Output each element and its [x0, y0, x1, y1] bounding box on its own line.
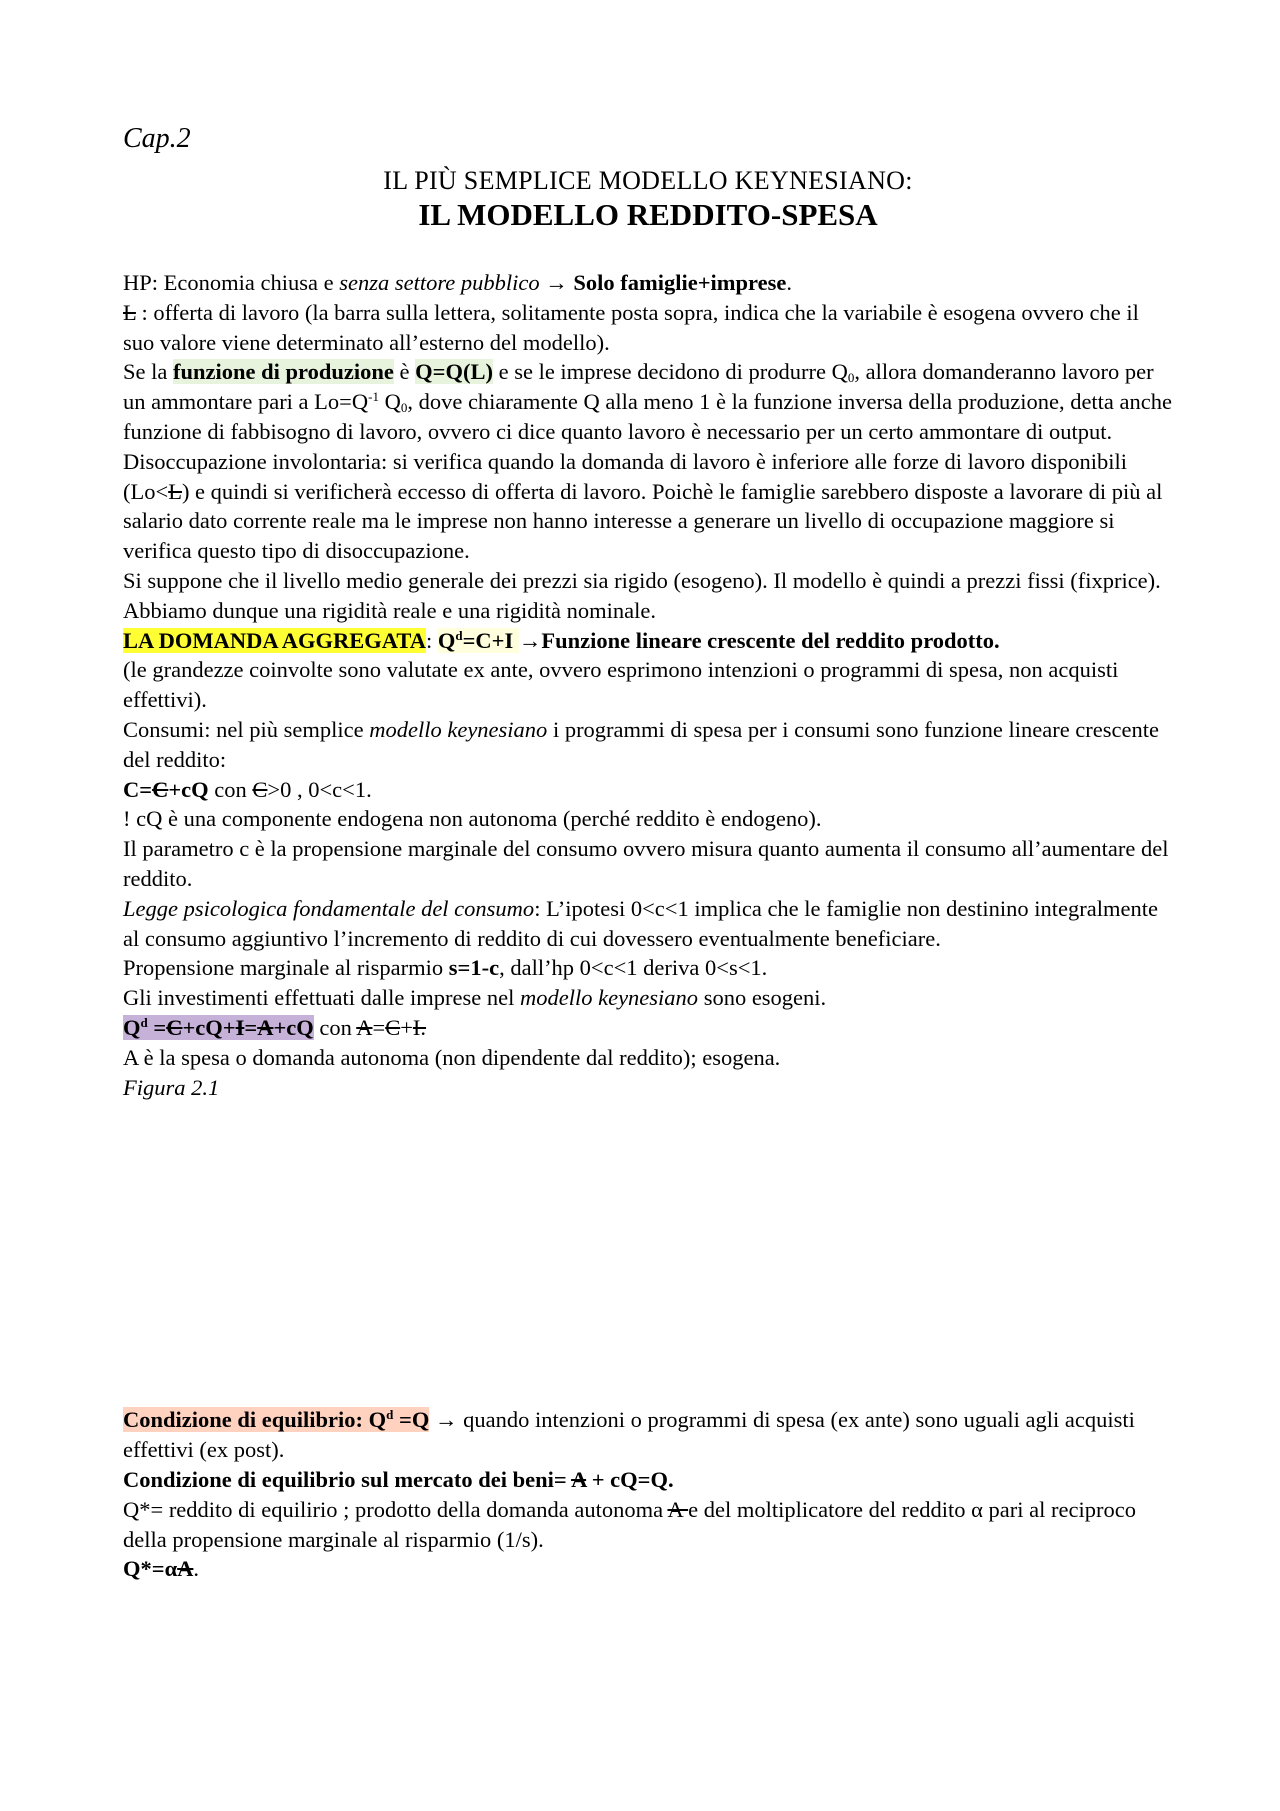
chapter-label: Cap.2: [123, 123, 191, 154]
equilibrium-income-formula: Q*=αA.: [123, 1556, 200, 1582]
marginal-propensity-paragraph: Il parametro c è la propensione marginale del consumo ovvero misura quanto aumenta il consumo all’aumentare del reddito.: [123, 836, 1169, 891]
aggregate-demand-highlight: LA DOMANDA AGGREGATA: [123, 627, 426, 653]
savings-propensity-paragraph: Propensione marginale al risparmio s=1-c, dall’hp 0<c<1 deriva 0<s<1.: [123, 955, 768, 981]
figure-caption: Figura 2.1: [123, 1074, 220, 1100]
aggregate-demand-paragraph: LA DOMANDA AGGREGATA: $Q^d=C+I$ →Funzione lineare crescente del reddito prodotto.: [123, 627, 1000, 653]
equilibrium-condition-highlight: Condizione di equilibrio: $Q^d =Q$: [123, 1407, 430, 1433]
psychological-law-paragraph: Legge psicologica fondamentale del consumo: L’ipotesi 0<c<1 implica che le famiglie non destinino integralmente al consumo aggiuntivo l’incremento di reddito di cui dovessero eventualmente beneficiare.: [123, 895, 1158, 951]
involuntary-unemployment-paragraph: Disoccupazione involontaria: si verifica quando la domanda di lavoro è inferiore alle forze di lavoro disponibili (Lo<L) e quindi si verificherà eccesso di offerta di lavoro. Poichè le famiglie sarebbero disposte a lavorare di più al salario dato corrente reale ma le imprese non hanno interesse a generare un livello di occupazione maggiore si verifica questo tipo di disoccupazione.: [123, 448, 1163, 564]
fixed-prices-paragraph: Si suppone che il livello medio generale dei prezzi sia rigido (esogeno). Il modello è quindi a prezzi fissi (fixprice). Abbiamo dunque una rigidità reale e una rigidità nominale.: [123, 567, 1161, 623]
equilibrium-condition-paragraph: Condizione di equilibrio: $Q^d =Q$ → quando intenzioni o programmi di spesa (ex ante) sono uguali agli acquisti effettivi (ex post).: [123, 1407, 1135, 1463]
chapter-subtitle: IL MODELLO REDDITO-SPESA: [418, 197, 878, 232]
endogenous-note: ! cQ è una componente endogena non autonoma (perché reddito è endogeno).: [123, 806, 822, 832]
aggregate-demand-formula: $Q^d=C+I$: [437, 627, 519, 653]
labor-supply-paragraph: L : offerta di lavoro (la barra sulla lettera, solitamente posta sopra, indica che la variabile è esogena ovvero che il suo valore viene determinato all’esterno del modello).: [123, 299, 1139, 355]
production-function-highlight: funzione di produzione: [173, 359, 394, 385]
production-formula: Q=Q(L): [415, 359, 493, 385]
ex-ante-paragraph: (le grandezze coinvolte sono valutate ex ante, ovvero esprimono intenzioni o programmi di spesa, non acquisti effettivi).: [123, 657, 1119, 713]
demand-formula-highlight: $Q^d =C+cQ+I=A+cQ$: [123, 1014, 314, 1040]
chapter-title: IL PIÙ SEMPLICE MODELLO KEYNESIANO:: [383, 166, 913, 195]
labor-supply-symbol: L: [123, 299, 136, 325]
consumption-paragraph: Consumi: nel più semplice modello keynesiano i programmi di spesa per i consumi sono funzione lineare crescente del reddito:: [123, 716, 1159, 772]
hp-paragraph: HP: Economia chiusa e senza settore pubblico → Solo famiglie+imprese.: [123, 270, 792, 295]
figure-placeholder: [123, 1102, 1173, 1405]
autonomous-demand-paragraph: A è la spesa o domanda autonoma (non dipendente dal reddito); esogena.: [123, 1044, 781, 1070]
demand-formula-paragraph: $Q^d =C+cQ+I=A+cQ$ con A=C+I.: [123, 1014, 427, 1040]
investment-paragraph: Gli investimenti effettuati dalle imprese nel modello keynesiano sono esogeni.: [123, 985, 827, 1011]
production-function-paragraph: Se la funzione di produzione è Q=Q(L) e se le imprese decidono di produrre $Q_0$, allora domanderanno lavoro per un ammontare pari a $Lo=Q^{-1}$ $Q_0$, dove chiaramente Q alla meno 1 è la funzione inversa della produzione, detta anche funzione di fabbisogno di lavoro, ovvero ci dice quanto lavoro è necessario per un certo ammontare di output.: [123, 359, 1172, 444]
goods-market-equilibrium: Condizione di equilibrio sul mercato dei beni= A + cQ=Q.: [123, 1466, 674, 1492]
consumption-function: C=C+cQ con C>0 , 0<c<1.: [123, 776, 372, 802]
document-body: [123, 124, 1173, 1584]
equilibrium-income-paragraph: Q*= reddito di equilirio ; prodotto della domanda autonoma A e del moltiplicatore del reddito α pari al reciproco della propensione marginale al risparmio (1/s).: [123, 1496, 1136, 1552]
